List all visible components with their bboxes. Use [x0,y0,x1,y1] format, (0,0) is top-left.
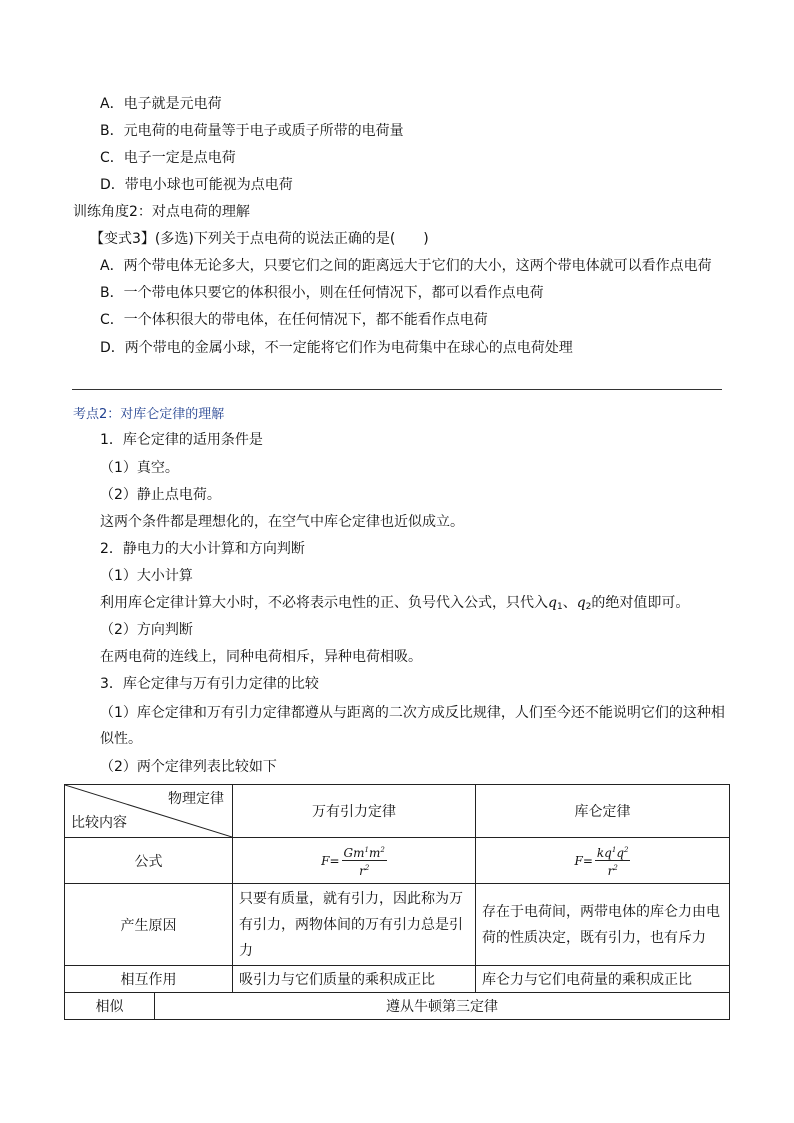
section3-title: 3．库仑定律与万有引力定律的比较 [100,676,319,692]
variant-option-a: A．两个带电体无论多大，只要它们之间的距离远大于它们的大小，这两个带电体就可以看作点电荷 [100,258,712,274]
row-label-interaction: 相互作用 [65,966,233,993]
variant-option-d: D．两个带电的金属小球，不一定能将它们作为电荷集中在球心的点电荷处理 [100,340,573,356]
corner-bottom-label: 比较内容 [71,815,127,831]
row-label-similar: 相似 [65,993,155,1020]
gravity-formula: F= $\frac{Gm^1m^2}{r^2}$ [233,838,476,884]
table-header-row [65,785,730,838]
option-d: D．带电小球也可能视为点电荷 [100,177,293,193]
section1-item-1: （1）真空。 [100,460,179,476]
cause-gravity: 只要有质量，就有引力，因此称为万有引力，两物体间的万有引力总是引力 [233,884,476,966]
variant-option-b: B．一个带电体只要它的体积很小，则在任何情况下，都可以看作点电荷 [100,285,544,301]
option-a: A．电子就是元电荷 [100,96,222,112]
section1-note: 这两个条件都是理想化的，在空气中库仑定律也近似成立。 [100,514,464,530]
section2-item-1: （1）大小计算 [100,568,193,584]
table-row-formula [65,838,730,884]
section3-item-1-line2: 似性。 [100,731,142,747]
option-b: B．元电荷的电荷量等于电子或质子所带的电荷量 [100,123,404,139]
table-row-cause [65,884,730,966]
corner-top-label: 物理定律 [168,791,224,807]
section-divider [72,389,722,390]
section2-title: 2．静电力的大小计算和方向判断 [100,541,305,557]
variant-option-c: C．一个体积很大的带电体，在任何情况下，都不能看作点电荷 [100,312,488,328]
section2-direction-text: 在两电荷的连线上，同种电荷相斥，异种电荷相吸。 [100,649,422,665]
section3-item-1-line1: （1）库仑定律和万有引力定律都遵从与距离的二次方成反比规律，人们至今还不能说明它们的这种相 [100,705,725,721]
kaodian-heading: 考点2：对库仑定律的理解 [73,407,225,422]
option-c: C．电子一定是点电荷 [100,150,236,166]
section3-item-2: （2）两个定律列表比较如下 [100,759,277,775]
training-angle: 训练角度2：对点电荷的理解 [73,204,250,220]
cause-coulomb: 存在于电荷间，两带电体的库仑力由电荷的性质决定，既有引力，也有斥力 [476,884,730,966]
row-label-formula: 公式 [65,838,233,884]
interaction-coulomb: 库仑力与它们电荷量的乘积成正比 [476,966,730,993]
variant-question: 【变式3】(多选)下列关于点电荷的说法正确的是( ) [90,231,429,247]
table-corner-cell [65,785,233,838]
similar-text: 遵从牛顿第三定律 [155,993,730,1020]
interaction-gravity: 吸引力与它们质量的乘积成正比 [233,966,476,993]
section2-item-2: （2）方向判断 [100,622,193,638]
table-row-interaction [65,966,730,993]
table-row-similar [65,993,730,1020]
section2-size-text: 利用库仑定律计算大小时，不必将表示电性的正、负号代入公式，只代入$q_1$、$q_2$的绝对值即可。 [100,595,690,612]
header-gravity: 万有引力定律 [233,785,476,838]
section1-title: 1．库仑定律的适用条件是 [100,432,263,448]
section1-item-2: （2）静止点电荷。 [100,487,221,503]
coulomb-formula: F= $\frac{kq^1q^2}{r^2}$ [476,838,730,884]
row-label-cause: 产生原因 [65,884,233,966]
header-coulomb: 库仑定律 [476,785,730,838]
comparison-table [64,784,730,1020]
